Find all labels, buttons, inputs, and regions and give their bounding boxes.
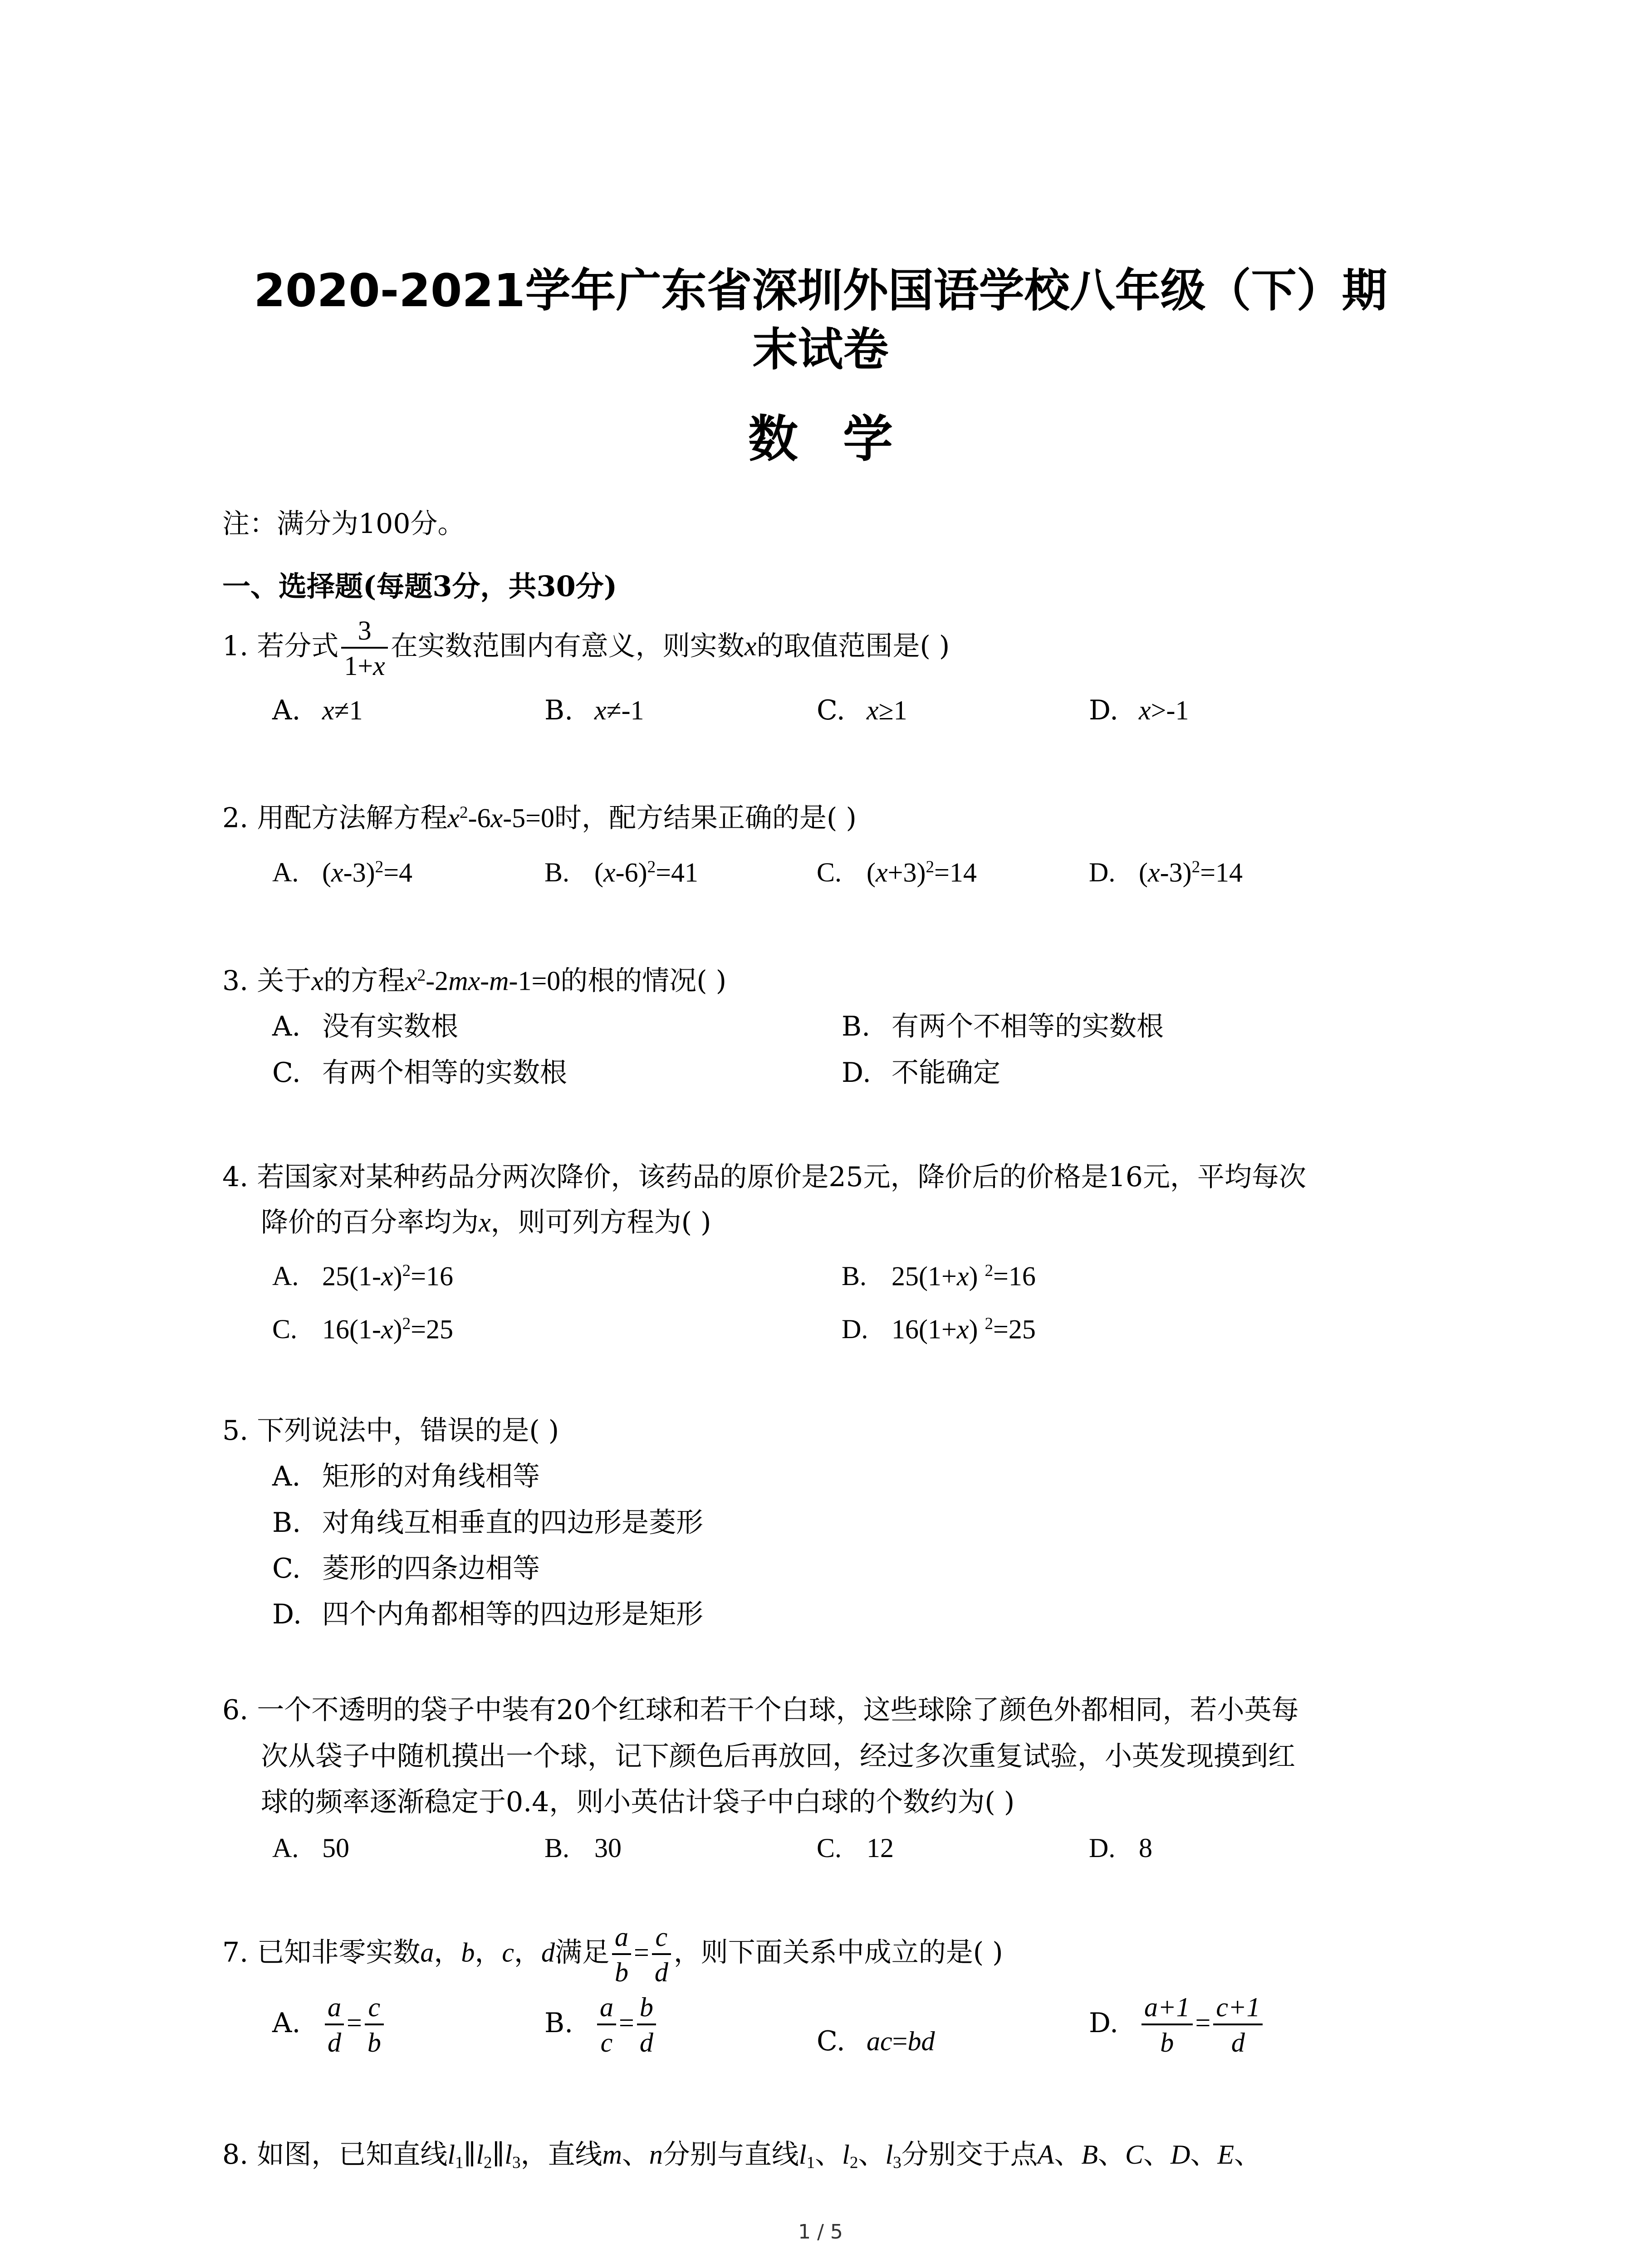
question-1-option-b[interactable]: B. x≠-1	[544, 694, 644, 726]
fraction: $\frac{b}{d}$	[637, 1994, 656, 2056]
question-5-option-d[interactable]: D. 四个内角都相等的四边形是矩形	[272, 1598, 703, 1630]
fraction: $\frac{3}{1+x}$	[341, 617, 387, 679]
question-3-option-b[interactable]: B. 有两个不相等的实数根	[842, 1011, 1164, 1042]
question-1-option-c[interactable]: C. x≥1	[817, 694, 907, 726]
question-2-option-a[interactable]: A. $(x-3)^2=4$	[272, 857, 413, 888]
question-2-option-c[interactable]: C. $(x+3)^2=14$	[817, 857, 977, 888]
question-4-option-a[interactable]: A. $25(1-x)^2=16$	[272, 1261, 454, 1291]
question-2-option-b[interactable]: B. $(x-6)^2=41$	[544, 857, 699, 888]
question-7-option-a[interactable]: A. $\frac{a}{d}$ = $\frac{c}{b}$	[272, 1994, 387, 2056]
question-4-stem-line1: 4. 若国家对某种药品分两次降价，该药品的原价是25元，降价后的价格是16元，平均每次	[222, 1161, 1307, 1193]
subject-title: 数学	[748, 410, 938, 468]
question-4-option-d[interactable]: D. 16(1+x) $^2$=25	[842, 1314, 1036, 1344]
question-4-stem-line2: 降价的百分率均为x，则可列方程为( )	[261, 1207, 711, 1238]
section-heading: 一、选择题(每题3分，共30分)	[222, 570, 617, 603]
fraction: $\frac{a}{b}$	[612, 1923, 631, 1986]
question-6-stem-line1: 6. 一个不透明的袋子中装有20个红球和若干个白球，这些球除了颜色外都相同，若小英每	[222, 1694, 1299, 1726]
exam-title-line1: 2020-2021学年广东省深圳外国语学校八年级（下）期	[254, 264, 1387, 317]
question-7-option-c[interactable]: C. ac=bd	[817, 2025, 935, 2057]
question-6-stem-line2: 次从袋子中随机摸出一个球，记下颜色后再放回，经过多次重复试验，小英发现摸到红	[261, 1740, 1295, 1772]
question-4-option-c[interactable]: C. $16(1-x)^2=25$	[272, 1314, 454, 1344]
question-5-stem: 5. 下列说法中，错误的是( )	[222, 1415, 559, 1447]
question-6-option-c[interactable]: C. 12	[817, 1833, 894, 1863]
exam-title-line2: 末试卷	[752, 323, 889, 376]
question-6-option-d[interactable]: D. 8	[1089, 1833, 1152, 1863]
question-1-option-a[interactable]: A. x≠1	[272, 694, 363, 726]
fraction: $\frac{a}{c}$	[597, 1994, 616, 2056]
question-2-stem: 2. 用配方法解方程$x^2-6x-5=0$时，配方结果正确的是( )	[222, 802, 857, 834]
question-1-stem: 1. 若分式 $\frac{3}{1+x}$ 在实数范围内有意义，则实数x的取值范围是( )	[222, 616, 950, 681]
question-3-option-d[interactable]: D. 不能确定	[842, 1057, 1000, 1089]
question-5-option-b[interactable]: B. 对角线互相垂直的四边形是菱形	[272, 1507, 703, 1539]
fraction: $\frac{c}{d}$	[652, 1923, 671, 1986]
fraction: $\frac{a}{d}$	[325, 1994, 344, 2056]
question-3-option-a[interactable]: A. 没有实数根	[272, 1011, 458, 1042]
question-7-stem: 7. 已知非零实数a，b，c，d满足 $\frac{a}{b}$ = $\frac{c}{d}$ ，则下面关系中成立的是( )	[222, 1922, 1003, 1987]
question-5-option-c[interactable]: C. 菱形的四条边相等	[272, 1553, 540, 1584]
question-6-option-a[interactable]: A. 50	[272, 1833, 349, 1863]
fraction: $\frac{a+1}{b}$	[1141, 1994, 1193, 2056]
question-7-option-b[interactable]: B. $\frac{a}{c}$ = $\frac{b}{d}$	[544, 1994, 659, 2056]
question-5-option-a[interactable]: A. 矩形的对角线相等	[272, 1461, 540, 1492]
question-4-option-b[interactable]: B. 25(1+x) $^2$=16	[842, 1261, 1036, 1291]
question-7-option-d[interactable]: D. $\frac{a+1}{b}$ = $\frac{c+1}{d}$	[1089, 1994, 1265, 2056]
score-note: 注：满分为100分。	[222, 508, 465, 540]
question-3-stem: 3. 关于x的方程$x^2-2mx-m-1=0$的根的情况( )	[222, 965, 727, 997]
question-6-option-b[interactable]: B. 30	[544, 1833, 622, 1863]
question-6-stem-line3: 球的频率逐渐稳定于0.4，则小英估计袋子中白球的个数约为( )	[261, 1786, 1015, 1818]
question-2-option-d[interactable]: D. $(x-3)^2=14$	[1089, 857, 1243, 888]
question-8-stem: 8. 如图，已知直线$l_1\parallel l_2\parallel l_3$，直线m、n分别与直线$l_1$、$l_2$、$l_3$分别交于点A、B、C、D、E、	[222, 2139, 1262, 2172]
fraction: $\frac{c}{b}$	[365, 1994, 384, 2056]
question-3-option-c[interactable]: C. 有两个相等的实数根	[272, 1057, 567, 1089]
question-1-option-d[interactable]: D. x>-1	[1089, 694, 1189, 726]
fraction: $\frac{c+1}{d}$	[1213, 1994, 1263, 2056]
page-number: 1 / 5	[798, 2220, 843, 2244]
